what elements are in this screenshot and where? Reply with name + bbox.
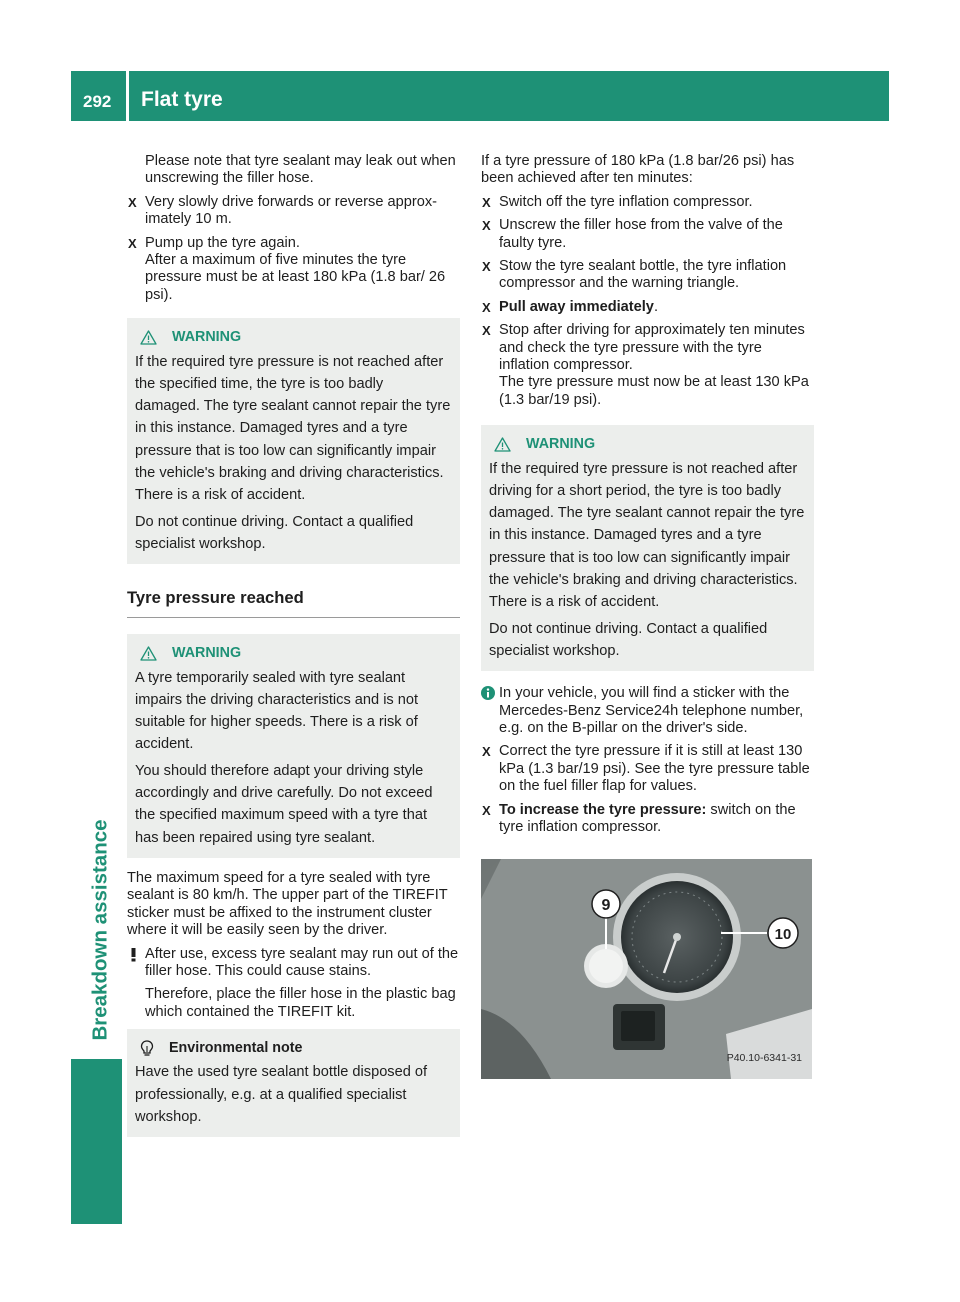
step-arrow-icon: X	[482, 802, 491, 818]
step-text: Unscrew the filler hose from the valve of the faulty tyre.	[499, 217, 783, 251]
step-arrow-icon: X	[482, 218, 491, 234]
callout-10: 10	[774, 925, 792, 943]
side-tab-label: Breakdown assistance	[88, 819, 112, 1041]
step-end-text: .	[653, 298, 658, 315]
step-text: Stow the tyre sealant bottle, the tyre inflation compressor and the warning triangle.	[499, 258, 787, 292]
warning-text: Do not continue driving. Contact a qualified specialist workshop.	[489, 620, 768, 659]
intro-note: Please note that tyre sealant may leak out when unscrewing the filler hose.	[145, 153, 456, 187]
step-rest-text: switch on the tyre inflation compressor.	[499, 801, 796, 836]
step-arrow-icon: X	[128, 194, 137, 210]
environment-box	[127, 1029, 460, 1137]
step-text	[499, 802, 814, 837]
step-item	[127, 235, 460, 305]
callout-9: 9	[601, 896, 611, 914]
compressor-illustration	[481, 859, 812, 1079]
info-note	[481, 685, 814, 737]
step-item	[481, 322, 814, 409]
step-arrow-icon: X	[482, 744, 491, 760]
step-text	[499, 299, 814, 316]
warning-text: A tyre temporarily sealed with tyre sealant impairs the driving characteristics and is not suitable for higher speeds. There is a risk of accident.	[135, 669, 419, 753]
step-text: Very slowly drive forwards or reverse approximately 10 m.	[145, 193, 437, 228]
warning-title: WARNING	[172, 645, 242, 662]
step-bold-text: To increase the tyre pressure:	[499, 801, 707, 818]
step-text: Stop after driving for approximately ten minutes and check the tyre pressure with the tyre inflation compressor.	[499, 322, 805, 374]
warning-header	[135, 326, 452, 348]
step-subtext: The tyre pressure must now be at least 130 kPa (1.3 bar/19 psi).	[499, 374, 809, 408]
warning-text: If the required tyre pressure is not reached after the specified time, the tyre is too badly damaged. The tyre sealant cannot repair the tyre in this instance. Damaged tyres and a tyre pressure that is too low can significantly impair the vehicle's braking and driving characteristics. There is a risk of accident.	[135, 353, 451, 504]
step-arrow-icon: X	[482, 323, 491, 339]
info-text: In your vehicle, you will find a sticker with the Mercedes-Benz Service24h telephone number, e.g. on the B-pillar on the driver's side.	[499, 685, 804, 737]
exclamation-icon	[127, 947, 140, 962]
step-text: Correct the tyre pressure if it is still at least 130 kPa (1.3 bar/19 psi). See the tyre pressure table on the fuel filler flap for values.	[499, 743, 810, 795]
caution-text: After use, excess tyre sealant may run out of the filler hose. This could cause stains.	[145, 945, 459, 979]
side-tab-block	[71, 1059, 122, 1224]
step-item	[127, 194, 460, 229]
environment-text: Have the used tyre sealant bottle disposed of professionally, e.g. at a qualified specialist workshop.	[135, 1064, 428, 1126]
warning-triangle-icon	[494, 437, 511, 452]
warning-header	[135, 642, 452, 664]
warning-text: Do not continue driving. Contact a qualified specialist workshop.	[135, 513, 414, 552]
step-item	[481, 194, 814, 211]
warning-triangle-icon	[140, 330, 157, 345]
step-item	[481, 743, 814, 795]
step-arrow-icon: X	[128, 235, 137, 251]
page-number: 292	[83, 92, 112, 111]
environment-header	[135, 1037, 452, 1059]
caution-note	[127, 946, 460, 1022]
page-title: Flat tyre	[141, 88, 223, 111]
lightbulb-icon	[140, 1040, 154, 1057]
warning-title: WARNING	[172, 329, 242, 346]
step-arrow-icon: X	[482, 299, 491, 315]
environment-title: Environmental note	[169, 1040, 303, 1057]
compressor-figure	[481, 859, 812, 1079]
right-column	[481, 153, 814, 1079]
step-arrow-icon: X	[482, 259, 491, 275]
step-item	[481, 299, 814, 316]
max-speed-paragraph: The maximum speed for a tyre sealed with tyre sealant is 80 km/h. The upper part of the TIREFIT sticker must be affixed to the instrument cluster where it will be easily seen by the driver.	[127, 869, 448, 939]
step-text: Pump up the tyre again.	[145, 234, 300, 251]
left-column	[127, 153, 460, 1149]
warning-box	[127, 318, 460, 564]
section-heading: Tyre pressure reached	[127, 576, 460, 618]
figure-caption: P40.10-6341-31	[726, 1052, 802, 1065]
warning-header	[489, 433, 806, 455]
step-item	[481, 258, 814, 293]
warning-box	[127, 634, 460, 858]
warning-title: WARNING	[526, 436, 596, 453]
info-icon	[481, 686, 495, 700]
side-tab	[85, 810, 115, 1050]
header-divider	[126, 71, 129, 121]
step-text: Switch off the tyre inflation compressor.	[499, 193, 753, 210]
step-arrow-icon: X	[482, 194, 491, 210]
warning-box	[481, 425, 814, 671]
intro-paragraph: If a tyre pressure of 180 kPa (1.8 bar/26 psi) has been achieved after ten minutes:	[481, 153, 795, 187]
warning-text: If the required tyre pressure is not reached after driving for a short period, the tyre is too badly damaged. The tyre sealant cannot repair the tyre in this instance. Damaged tyres and a tyre pressure that is too low can significantly impair the vehicle's braking and driving characteristics. There is a risk of accident.	[489, 460, 805, 611]
step-subtext: After a maximum of five minutes the tyre pressure must be at least 180 kPa (1.8 bar/ 26 psi).	[145, 252, 446, 303]
caution-text: Therefore, place the filler hose in the plastic bag which contained the TIREFIT kit.	[145, 986, 456, 1020]
warning-triangle-icon	[140, 646, 157, 661]
step-item	[481, 217, 814, 252]
step-item	[481, 802, 814, 837]
step-bold-text: Pull away immediately	[499, 298, 654, 315]
warning-text: You should therefore adapt your driving style accordingly and drive carefully. Do not exceed the specified maximum speed with a tyre that has been repaired using tyre sealant.	[135, 762, 433, 846]
